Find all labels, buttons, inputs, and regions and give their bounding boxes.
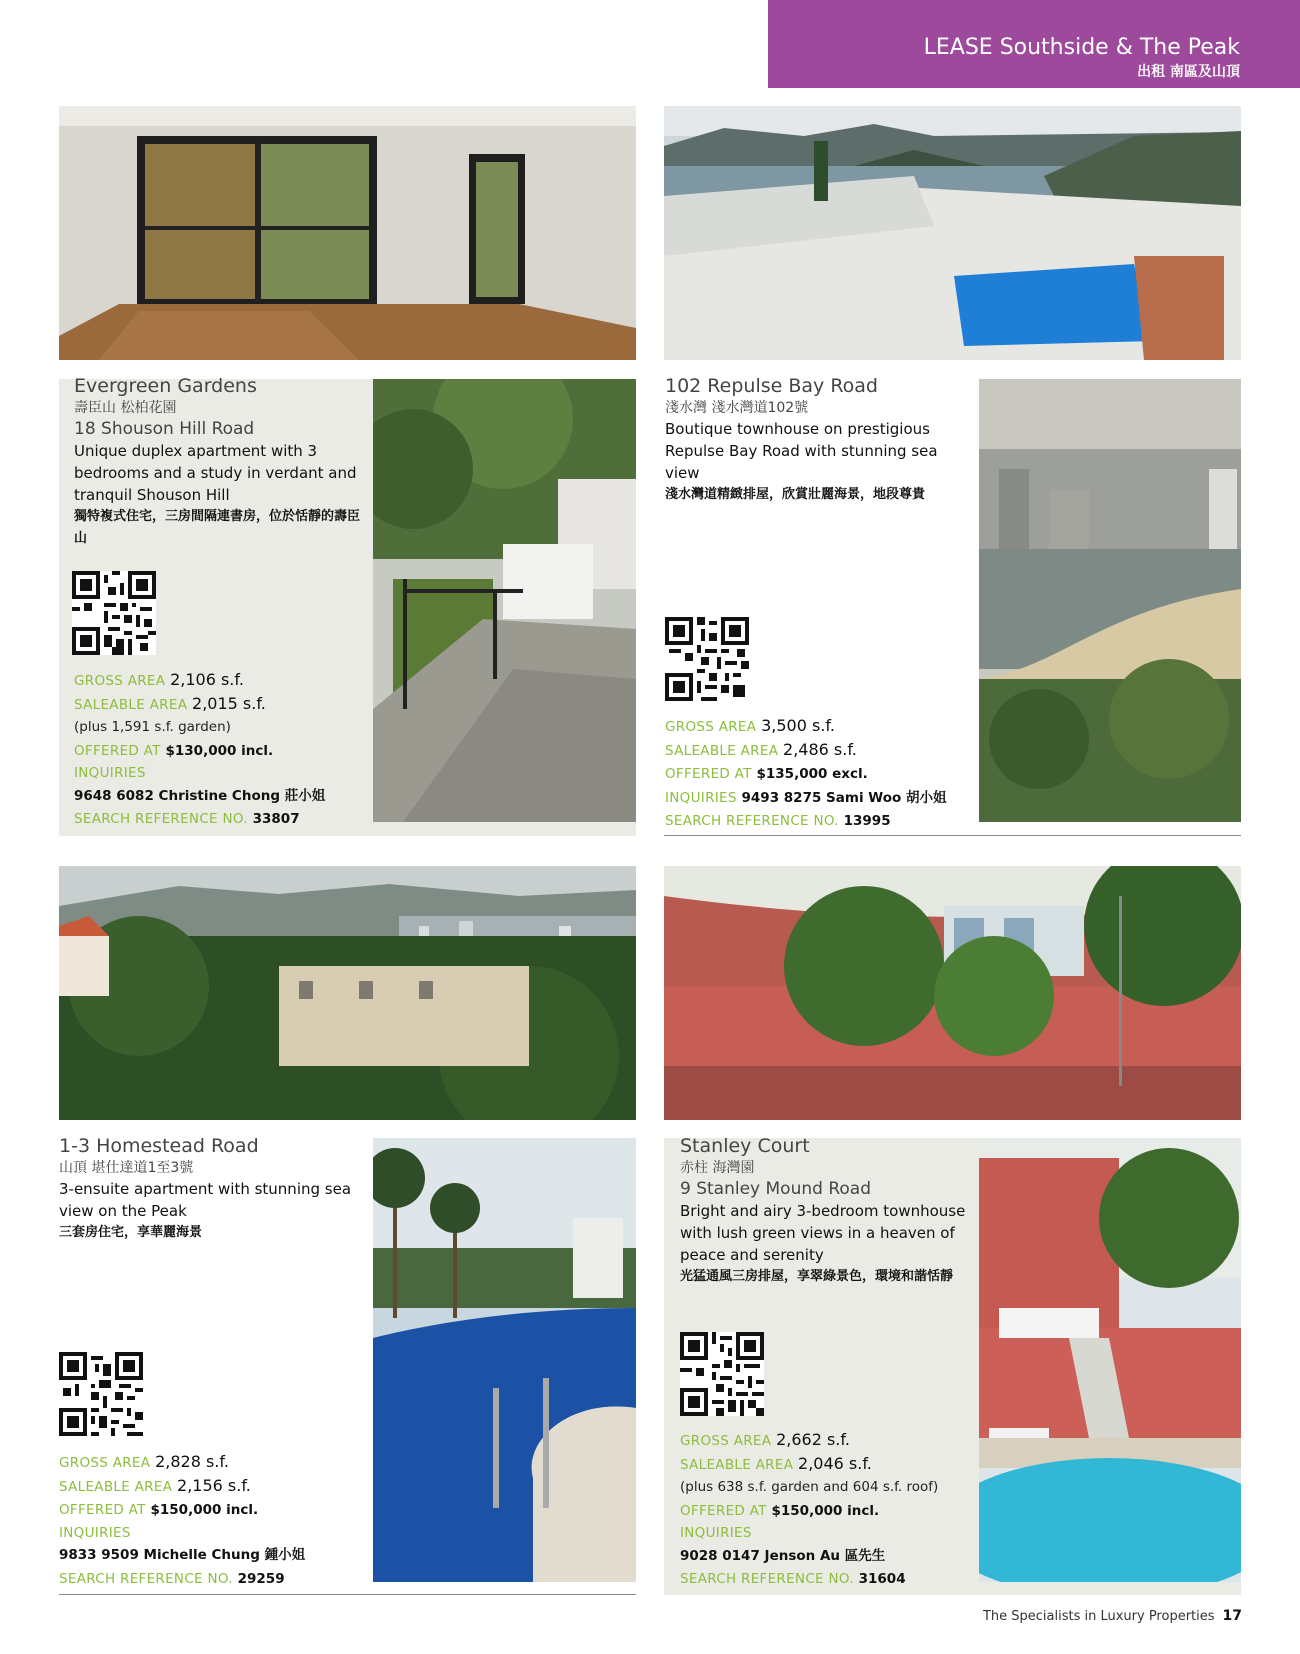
offered-at-label: OFFERED AT (74, 742, 161, 759)
inquiries-label: INQUIRIES (665, 789, 737, 806)
listing-name-zh: 山頂 堪仕達道1至3號 (59, 1160, 194, 1176)
section-header-tab (768, 0, 1300, 88)
listing-name: Evergreen Gardens (74, 375, 257, 397)
listing-name-zh: 壽臣山 松柏花園 (74, 400, 177, 416)
listing-description-zh: 光猛通風三房排屋，享翠綠景色，環境和諧恬靜 (680, 1269, 954, 1284)
saleable-area-label: SALEABLE AREA (680, 1456, 794, 1473)
listing-name: Stanley Court (680, 1135, 810, 1157)
saleable-area-value: 2,156 s.f. (177, 1475, 251, 1495)
saleable-area-value: 2,015 s.f. (192, 693, 266, 713)
listing-name: 1-3 Homestead Road (59, 1135, 259, 1157)
listing-description-zh: 獨特複式住宅，三房間隔連書房，位於恬靜的壽臣山 (74, 509, 361, 546)
search-ref-label: SEARCH REFERENCE NO. (74, 811, 248, 827)
repulse-bay-pool-photo (664, 106, 1241, 360)
inquiries-label: INQUIRIES (680, 1525, 752, 1541)
listing-description-zh: 三套房住宅，享華麗海景 (59, 1225, 203, 1240)
inquiries-label: INQUIRIES (74, 765, 146, 781)
gross-area-value: 2,106 s.f. (170, 670, 244, 689)
search-ref-number: 33807 (252, 811, 300, 827)
saleable-area-value: 2,046 s.f. (798, 1453, 872, 1473)
qr-code-icon[interactable] (72, 571, 156, 655)
saleable-area-label: SALEABLE AREA (74, 696, 188, 713)
homestead-view-photo (59, 866, 636, 1120)
listing-description-zh: 淺水灣道精緻排屋，欣賞壯麗海景，地段尊貴 (665, 487, 926, 502)
search-ref-label: SEARCH REFERENCE NO. (680, 1571, 854, 1587)
offered-price: $135,000 excl. (756, 766, 868, 782)
saleable-area-label: SALEABLE AREA (59, 1478, 173, 1495)
listing-description: Unique duplex apartment with 3 bedrooms and a study in verdant and tranquil Shouson Hill (74, 442, 357, 504)
offered-price: $130,000 incl. (165, 742, 274, 759)
page-footer (983, 1608, 1242, 1624)
offered-price: $150,000 incl. (771, 1502, 880, 1519)
homestead-pool-photo (373, 1138, 636, 1582)
inquiries-contact: 9028 0147 Jenson Au 區先生 (680, 1547, 886, 1564)
gross-area-label: GROSS AREA (74, 673, 166, 689)
stanley-court-exterior-photo (664, 866, 1241, 1120)
gross-area-label: GROSS AREA (665, 719, 757, 735)
listing-name-zh: 淺水灣 淺水灣道102號 (665, 400, 809, 416)
footer-tagline: The Specialists in Luxury Properties (982, 1609, 1215, 1624)
listing-description: Boutique townhouse on prestigious Repulse Bay Road with stunning sea view (665, 420, 938, 482)
listing-name: 102 Repulse Bay Road (665, 375, 878, 397)
search-ref-number: 31604 (858, 1571, 906, 1587)
section-title-zh: 出租 南區及山頂 (1137, 64, 1240, 80)
listing-address: 18 Shouson Hill Road (74, 419, 255, 439)
gross-area-value: 3,500 s.f. (761, 716, 835, 735)
inquiries-contact: 9833 9509 Michelle Chung 鍾小姐 (59, 1547, 306, 1563)
listing-description: Bright and airy 3-bedroom townhouse with lush green views in a heaven of peace and serenity (680, 1202, 966, 1264)
qr-code-icon[interactable] (665, 617, 749, 701)
gross-area-value: 2,828 s.f. (155, 1452, 229, 1471)
area-note: (plus 638 s.f. garden and 604 s.f. roof) (680, 1479, 939, 1495)
search-ref-number: 29259 (237, 1570, 285, 1587)
offered-at-label: OFFERED AT (665, 766, 752, 782)
search-ref-number: 13995 (843, 813, 891, 829)
listing-address: 9 Stanley Mound Road (680, 1179, 871, 1199)
saleable-area-value: 2,486 s.f. (783, 739, 857, 759)
area-note: (plus 1,591 s.f. garden) (74, 719, 231, 735)
search-ref-label: SEARCH REFERENCE NO. (59, 1570, 233, 1587)
divider-line (664, 835, 1241, 836)
search-ref-label: SEARCH REFERENCE NO. (665, 813, 839, 829)
offered-at-label: OFFERED AT (59, 1502, 146, 1518)
evergreen-terrace-photo (373, 379, 636, 822)
listing-name-zh: 赤柱 海灣園 (680, 1160, 755, 1176)
gross-area-label: GROSS AREA (680, 1433, 772, 1449)
inquiries-label: INQUIRIES (59, 1524, 131, 1541)
evergreen-interior-photo (59, 106, 636, 360)
repulse-bay-beach-photo (979, 379, 1241, 822)
qr-code-icon[interactable] (59, 1352, 143, 1436)
offered-at-label: OFFERED AT (680, 1502, 767, 1519)
inquiries-contact: 9648 6082 Christine Chong 莊小姐 (74, 787, 326, 804)
stanley-court-pool-photo (979, 1138, 1241, 1582)
gross-area-value: 2,662 s.f. (776, 1430, 850, 1449)
listing-description: 3-ensuite apartment with stunning sea view on the Peak (59, 1180, 352, 1220)
page-number: 17 (1222, 1608, 1242, 1624)
qr-code-icon[interactable] (680, 1332, 764, 1416)
gross-area-label: GROSS AREA (59, 1455, 151, 1471)
divider-line (59, 1594, 636, 1595)
saleable-area-label: SALEABLE AREA (665, 742, 779, 759)
section-title: LEASE Southside & The Peak (923, 35, 1240, 60)
offered-price: $150,000 incl. (150, 1502, 259, 1518)
inquiries-contact: 9493 8275 Sami Woo 胡小姐 (741, 789, 947, 806)
